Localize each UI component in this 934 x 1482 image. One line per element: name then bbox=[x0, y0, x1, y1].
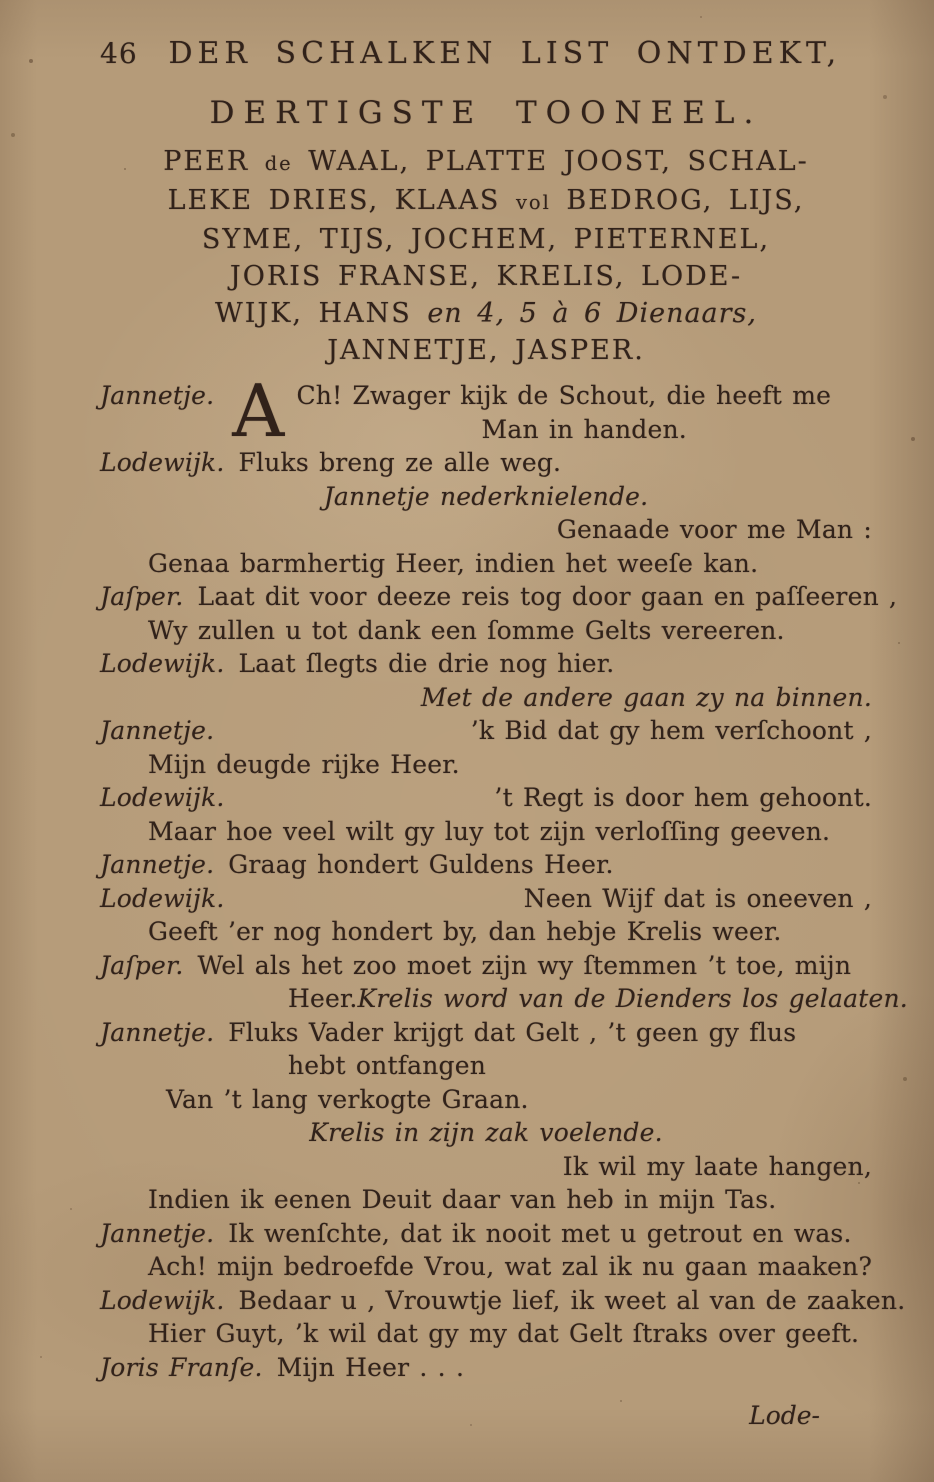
stage-direction: Jannetje nederknielende. bbox=[323, 481, 649, 511]
speaker-label: Jannetje. bbox=[100, 716, 215, 745]
line-text: Ik wenſchte, dat ik nooit met u getrout en was. bbox=[228, 1218, 852, 1248]
dialogue bbox=[100, 369, 908, 1384]
running-title: DER SCHALKEN LIST ONTDEKT, bbox=[168, 36, 842, 71]
line-text: ’k Bid dat gy hem verſchoont , bbox=[470, 716, 872, 745]
speaker-label: Jaſper. bbox=[100, 950, 184, 980]
line-text: Mijn Heer . . . bbox=[276, 1352, 465, 1382]
speaker-label: Jannetje. bbox=[100, 381, 215, 410]
line-text: Fluks breng ze alle weg. bbox=[238, 448, 562, 477]
scene-title: DERTIGSTE TOONEEL. bbox=[209, 95, 763, 131]
dialogue-line bbox=[100, 446, 872, 480]
catchword-row bbox=[100, 1401, 872, 1430]
page-number: 46 bbox=[100, 37, 138, 70]
line-text: Wel als het zoo moet zijn wy ſtemmen ’t toe, mijn bbox=[197, 950, 852, 980]
dialogue-line bbox=[100, 781, 872, 815]
speaker-label: Jannetje. bbox=[100, 1218, 215, 1248]
drop-cap: A bbox=[232, 369, 285, 453]
cast-text: WAAL, PLATTE JOOST, SCHAL- bbox=[292, 146, 809, 177]
cast-text: PEER bbox=[163, 146, 265, 177]
speaker-label: Joris Franſe. bbox=[100, 1352, 263, 1382]
cast-text: WIJK, HANS bbox=[214, 298, 428, 329]
cast-text: BEDROG, LIJS, bbox=[550, 185, 805, 216]
cast-note: en 4, 5 à 6 Dienaars, bbox=[427, 298, 757, 329]
dialogue-line bbox=[100, 1217, 872, 1251]
cast-line: JANNETJE, JASPER. bbox=[327, 335, 645, 366]
dialogue-line: Ch! Zwager kijk de Schout, die heeft me bbox=[296, 381, 832, 410]
speaker-label: Jaſper. bbox=[100, 582, 184, 611]
dialogue-line: Man in handen. bbox=[481, 414, 687, 444]
dialogue-line bbox=[100, 714, 872, 748]
opening-text bbox=[296, 379, 872, 446]
cast-line: SYME, TIJS, JOCHEM, PIETERNEL, bbox=[201, 224, 771, 255]
cast-list bbox=[100, 143, 872, 369]
line-text: Bedaar u , Vrouwtje lief, ik weet al van de zaaken. bbox=[238, 1285, 906, 1315]
dialogue-line: hebt ontfangen bbox=[288, 1051, 487, 1080]
dialogue-line: Geeft ’er nog hondert by, dan hebje Krelis weer. bbox=[148, 917, 782, 946]
line-text: Neen Wijf dat is oneeven , bbox=[523, 883, 872, 913]
catchword: Lode- bbox=[749, 1401, 820, 1430]
dialogue-line: Ach! mijn bedroefde Vrou, wat zal ik nu gaan maaken? bbox=[148, 1252, 873, 1281]
stage-direction: Met de andere gaan zy na binnen. bbox=[420, 682, 872, 712]
speaker-label: Jannetje. bbox=[100, 1017, 215, 1047]
dialogue-line: Mijn deugde rijke Heer. bbox=[148, 749, 460, 779]
cast-line bbox=[100, 182, 872, 221]
speaker-label: Lodewijk. bbox=[100, 1285, 225, 1315]
line-text: ’t Regt is door hem gehoont. bbox=[494, 783, 872, 812]
line-text: Graag hondert Guldens Heer. bbox=[228, 850, 614, 879]
dialogue-line bbox=[100, 982, 908, 1016]
dialogue-line: Indien ik eenen Deuit daar van heb in mijn Tas. bbox=[148, 1185, 777, 1214]
dialogue-line: Genaa barmhertig Heer, indien het weeſe kan. bbox=[148, 548, 759, 578]
dialogue-line: Maar hoe veel wilt gy luy tot zijn verloſſing geeven. bbox=[148, 816, 831, 846]
cast-line bbox=[100, 143, 872, 182]
dialogue-line bbox=[100, 1351, 872, 1385]
line-text: Fluks Vader krijgt dat Gelt , ’t geen gy flus bbox=[228, 1017, 797, 1047]
speaker-label: Lodewijk. bbox=[100, 783, 225, 812]
cast-text: LEKE DRIES, KLAAS bbox=[167, 185, 516, 216]
dialogue-line bbox=[100, 580, 898, 614]
dialogue-line: Ik wil my laate hangen, bbox=[562, 1151, 872, 1181]
dialogue-line bbox=[100, 949, 872, 983]
dialogue-line bbox=[100, 882, 872, 916]
cast-line bbox=[100, 295, 872, 332]
speaker-label: Lodewijk. bbox=[100, 883, 225, 913]
line-text: Laat dit voor deeze reis tog door gaan en paſſeeren , bbox=[197, 582, 898, 611]
stage-direction: Krelis in zijn zak voelende. bbox=[309, 1118, 663, 1147]
dialogue-line: Wy zullen u tot dank een ſomme Gelts vereeren. bbox=[148, 615, 785, 645]
cast-line: JORIS FRANSE, KRELIS, LODE- bbox=[229, 261, 743, 292]
page-header bbox=[100, 36, 872, 71]
dialogue-line: Genaade voor me Man : bbox=[556, 515, 872, 544]
paper-specks bbox=[0, 0, 2, 2]
speaker-label: Lodewijk. bbox=[100, 649, 225, 678]
speaker-label: Lodewijk. bbox=[100, 448, 225, 477]
line-text: Laat ſlegts die drie nog hier. bbox=[238, 649, 615, 678]
stage-direction: Krelis word van de Dienders los gelaaten. bbox=[357, 984, 908, 1013]
dialogue-line bbox=[100, 1284, 906, 1318]
dialogue-opening bbox=[100, 369, 872, 453]
cast-particle: vol bbox=[515, 191, 551, 214]
dialogue-line: Hier Guyt, ’k wil dat gy my dat Gelt ſtraks over geeft. bbox=[148, 1319, 860, 1348]
speaker-label: Jannetje. bbox=[100, 850, 215, 879]
dialogue-line bbox=[100, 1016, 872, 1050]
line-text: Heer. bbox=[288, 984, 358, 1013]
dialogue-line bbox=[100, 647, 872, 681]
cast-particle: de bbox=[264, 152, 293, 175]
dialogue-line bbox=[100, 848, 872, 882]
dialogue-line: Van ’t lang verkogte Graan. bbox=[166, 1084, 529, 1114]
